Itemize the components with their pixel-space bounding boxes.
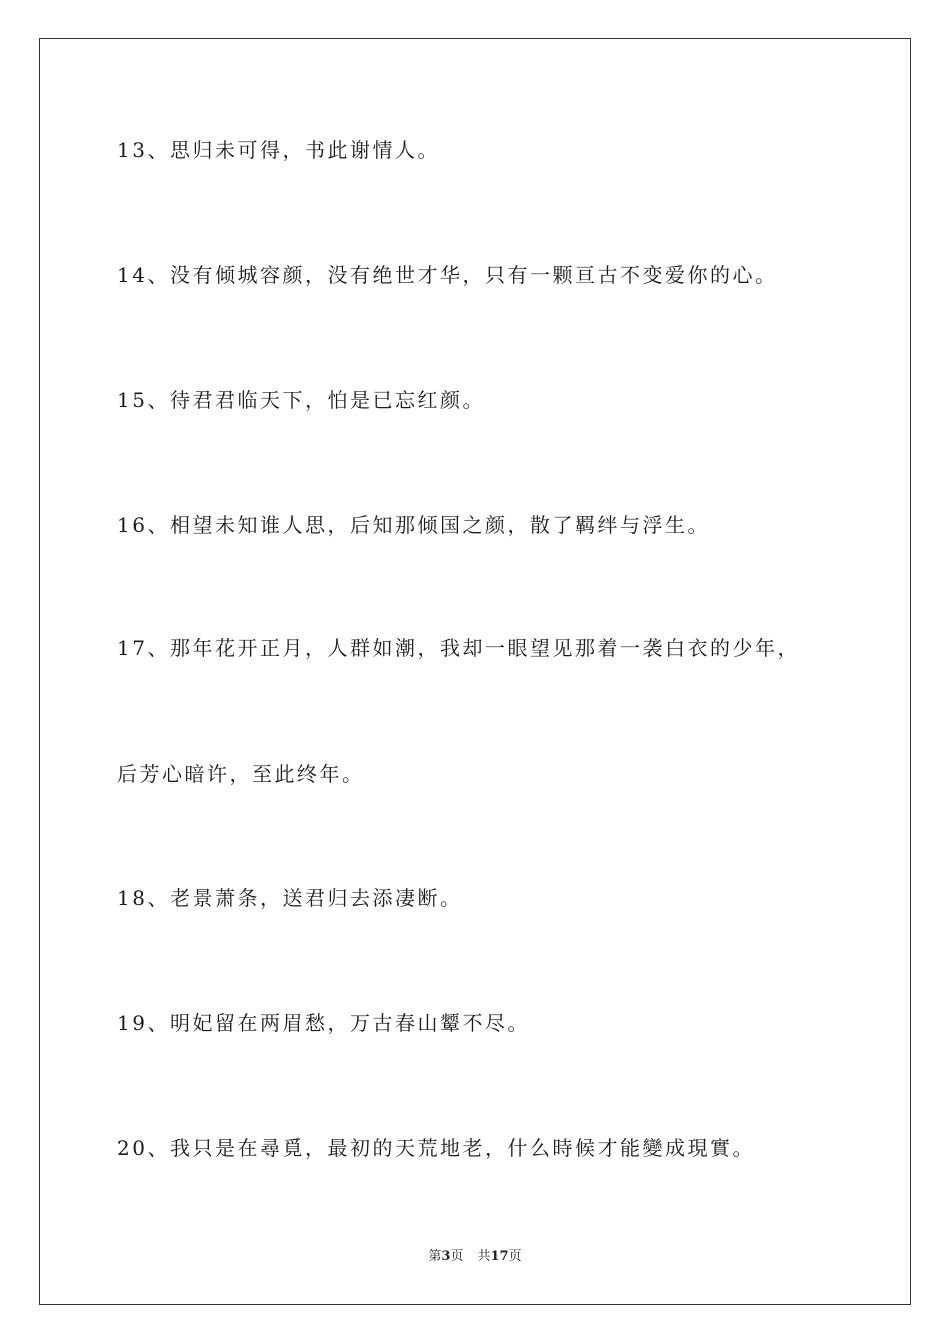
text-line-15: 15、待君君临天下，怕是已忘红颜。 xyxy=(117,388,485,412)
total-prefix: 共 xyxy=(477,1249,491,1264)
text-line-16: 16、相望未知谁人思，后知那倾国之颜，散了羁绊与浮生。 xyxy=(117,513,710,537)
page-footer xyxy=(0,1248,950,1266)
text-line-19: 19、明妃留在两眉愁，万古春山颦不尽。 xyxy=(117,1011,530,1035)
text-line-20: 20、我只是在尋覓，最初的天荒地老，什么時候才能變成現實。 xyxy=(117,1136,755,1160)
text-line-18: 18、老景萧条，送君归去添凄断。 xyxy=(117,886,463,910)
page-prefix: 第 xyxy=(428,1249,442,1264)
total-pages: 17 xyxy=(490,1249,509,1264)
text-line-17-continued: 后芳心暗许，至此终年。 xyxy=(117,762,365,786)
page-border xyxy=(39,38,911,1305)
page-unit: 页 xyxy=(450,1249,464,1264)
page-number: 3 xyxy=(441,1249,451,1264)
text-line-13: 13、思归未可得，书此谢情人。 xyxy=(117,138,440,162)
text-line-14: 14、没有倾城容颜，没有绝世才华，只有一颗亘古不变爱你的心。 xyxy=(117,263,778,287)
text-line-17: 17、那年花开正月，人群如潮，我却一眼望见那着一袭白衣的少年， xyxy=(117,636,800,660)
total-unit: 页 xyxy=(508,1249,522,1264)
